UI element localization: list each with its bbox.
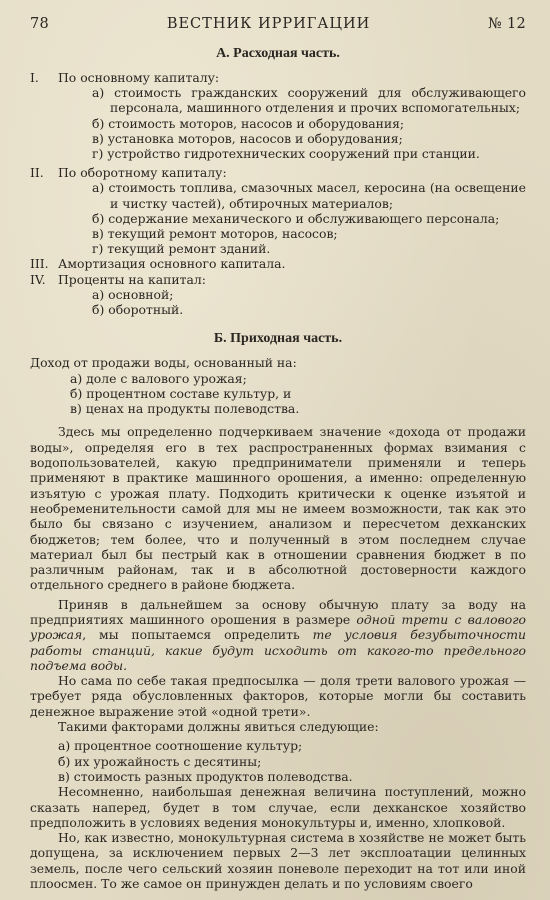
emphasis-text: те условия безубыточности работы станций, какие будут исходить от какого-то предельного подъема воды. xyxy=(30,627,526,673)
section-b-heading: Б. Приходная часть. xyxy=(213,331,343,347)
sub-list-item: в) ценах на продукты полеводства. xyxy=(70,401,300,417)
list-item: б) их урожайность с десятины; xyxy=(58,753,262,769)
body-paragraph: Несомненно, наибольшая денежная величина поступлений, можно сказать наперед, будет в том случае, если дехканское хозяйство предположить в условиях ведения монокультуры и, именно, хлопковой. xyxy=(30,784,526,830)
list-item: в) стоимость разных продуктов полеводства. xyxy=(58,768,353,784)
sub-list-item: а) основной; xyxy=(92,286,174,302)
body-paragraph: Приняв в дальнейшем за основу обычную плату за воду на предприятиях машинного орошения в размере одной трети с валового урожая, мы попытаемся определить те условия безубыточности работы станций, какие будут исходить от какого-то предельного подъема воды. xyxy=(30,596,526,673)
sub-list-item: г) устройство гидротехнических сооружений при станции. xyxy=(92,146,480,162)
page-number: 78 xyxy=(30,16,50,32)
factors-list xyxy=(30,738,526,784)
section-a-heading: А. Расходная часть. xyxy=(216,46,340,61)
sub-list-item: а) доле с валового урожая; xyxy=(70,370,247,386)
sub-list-item: б) процентном составе культур, и xyxy=(70,385,292,401)
list-item: I. По основному капиталу: xyxy=(30,70,220,85)
body-paragraph: Такими факторами должны явиться следующие: xyxy=(58,719,379,735)
sub-list-item: в) установка моторов, насосов и оборудования; xyxy=(92,130,403,146)
list-item: III. Амортизация основного капитала. xyxy=(30,256,286,272)
list-item: а) процентное соотношение культур; xyxy=(58,738,303,754)
income-intro: Доход от продажи воды, основанный на: xyxy=(30,355,297,371)
emphasis-text: одной трети с валового урожая xyxy=(30,612,526,643)
running-header xyxy=(30,16,526,32)
list-item: IV. Проценты на капитал: xyxy=(30,271,206,287)
sub-list-item: г) текущий ремонт зданий. xyxy=(92,241,271,257)
sub-list-item: а) стоимость гражданских сооружений для обслуживающего персонала, машинного отделения и прочих вспомогательных; xyxy=(92,85,526,116)
sub-list-item: в) текущий ремонт моторов, насосов; xyxy=(92,226,338,242)
sub-list-item: б) содержание механического и обслуживающего персонала; xyxy=(92,210,500,226)
sub-list-item: а) стоимость топлива, смазочных масел, керосина (на освещение и чистку частей), обтирочных материалов; xyxy=(92,180,526,211)
body-paragraph: Но, как известно, монокультурная система в хозяйстве не может быть допущена, за исключением первых 2—3 лет эксплоатации целинных земель, после чего сельский хозяин поневоле переходит на тот или иной плоосмен. То же самое он принужден делать и по условиям своего xyxy=(30,830,526,892)
issue-number: № 12 xyxy=(488,16,526,32)
body-paragraph: Но сама по себе такая предпосылка — доля трети валового урожая — требует ряда обусловленных факторов, которые могли бы составить денежное выражение этой «одной трети». xyxy=(30,673,526,719)
sub-list-item: б) оборотный. xyxy=(92,302,184,318)
list-item: II. По оборотному капиталу: xyxy=(30,165,227,181)
expense-list xyxy=(30,70,526,317)
journal-title: ВЕСТНИК ИРРИГАЦИИ xyxy=(166,16,371,32)
sub-list-item: б) стоимость моторов, насосов и оборудования; xyxy=(92,115,405,131)
body-paragraph: Здесь мы определенно подчеркиваем значение «дохода от продажи воды», определяя его в тех распространенных формах взимания с водопользователей, какую предприниматели применяли и теперь применяют в практике машинного орошения, а именно: определенную изъятую с урожая плату. Подходить критически к оценке изъятой и необременительности самой для мы не имеем возможности, так как это было бы связано с изучением, анализом и пересчетом дехканских бюджетов; тем более, что и полученный в этом последнем случае материал был бы пестрый как в отношении сравнения бюджет в по различным районам, так и в абсолютной достоверности каждого отдельного среднего в районе бюджета. xyxy=(30,424,526,593)
income-list xyxy=(30,355,526,416)
